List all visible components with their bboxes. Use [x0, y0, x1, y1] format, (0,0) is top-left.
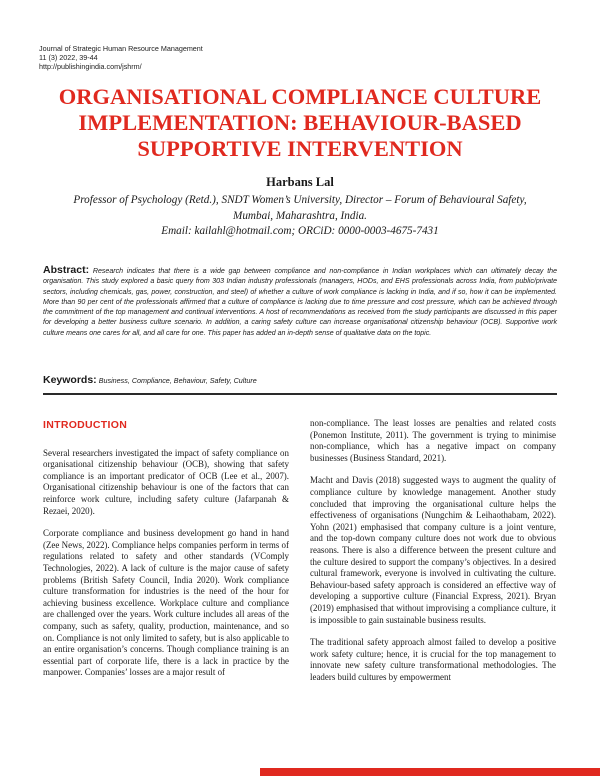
affiliation-line: Professor of Psychology (Retd.), SNDT Women’s University, Director – Forum of Behavioural Safety,: [73, 194, 527, 206]
abstract: [43, 265, 557, 339]
body-paragraph: Macht and Davis (2018) suggested ways to augment the quality of compliance culture by knowledge management. Another study concluded that improving the organisational culture helps the effectiveness of organisations (Nungchim & Leihaothabam, 2022). Yohn (2021) emphasised that company culture is a joint venture, and the top-down company culture does not work due to obvious reasons. There is also a difference between the present culture and the culture desired to support the company’s objectives. In a desired cultural framework, everyone is involved in cultivating the culture. Behaviour-based safety approach is considered an effective way of developing a supportive culture (Financial Express, 2021). Bryan (2019) emphasised that without improvising a compliance culture, it is impossible to gain sustainable business results.: [310, 475, 556, 625]
abstract-label: Abstract:: [43, 264, 90, 276]
abstract-text: Research indicates that there is a wide gap between compliance and non-compliance in Indian workplaces which can ultimately decay the organisation. This study explored a basic query from 303 Indian industry professionals (managers, HODs, and EHS professionals across India, from public/private sectors, including chemicals, gas, power, construction, and steel) of whether a culture of work compliance is lacking in India, and if so, how it can be implemented. More than 90 per cent of the professionals affirmed that a culture of compliance is lacking due to time pressure and cost pressure, which can be achieved through the commitment of the top management and continual interventions. A host of recommendations as received from the study participants are discussed in this paper for developing a better business culture scenario. In addition, a caring safety culture can increase organisational citizenship behaviour (OCB). Supportive work culture means one cares for all, and all care for one. This paper has added an in-depth sense of qualitative data on the topic.: [43, 268, 557, 337]
body-paragraph: Corporate compliance and business development go hand in hand (Zee News, 2022). Compliance helps companies perform in terms of regulations related to safety and other standards (VComply Technologies, 2022). A lack of culture is the major cause of safety problems (British Safety Council, India 2020). Work compliance culture transformation for industries is the need of the hour for achieving business excellence. Workplace culture and compliance are challenged over the years. Work culture includes all areas of the company, such as safety, quality, production, maintenance, and so on. Compliance is not only limited to safety, but is also applicable to an entire organisation’s concerns. Though compliance training is an essential part of corporate life, there is a lack in practice by the manpower. Companies’ losses are a major result of: [43, 528, 289, 678]
title-line: IMPLEMENTATION: BEHAVIOUR-BASED: [78, 110, 522, 135]
keywords-label: Keywords:: [43, 374, 97, 386]
journal-header: [39, 44, 203, 71]
journal-name: Journal of Strategic Human Resource Management: [39, 44, 203, 53]
section-divider: [43, 393, 557, 395]
left-column: [43, 420, 289, 690]
author-affiliation: [40, 193, 560, 240]
contact-line: Email: kailahl@hotmail.com; ORCiD: 0000-0003-4675-7431: [161, 225, 439, 237]
title-line: SUPPORTIVE INTERVENTION: [137, 136, 463, 161]
title-line: ORGANISATIONAL COMPLIANCE CULTURE: [58, 84, 542, 109]
right-column: [310, 418, 556, 694]
keywords-text: Business, Compliance, Behaviour, Safety, Culture: [98, 376, 257, 385]
journal-url[interactable]: http://publishingindia.com/jshrm/: [39, 62, 142, 71]
section-heading-introduction: INTRODUCTION: [43, 419, 128, 431]
footer-accent-bar: [260, 768, 600, 776]
body-paragraph: The traditional safety approach almost failed to develop a positive work safety culture; hence, it is crucial for the top management to innovate new safety culture transformational methodologies. The leaders build cultures by empowerment: [310, 637, 556, 682]
paper-title: [20, 84, 580, 162]
keywords: [43, 374, 257, 386]
body-paragraph: non-compliance. The least losses are penalties and related costs (Ponemon Institute, 2011). The government is trying to minimise non-compliance, which has a negative impact on company businesses (Business Standard, 2021).: [310, 418, 556, 463]
author-name: Harbans Lal: [266, 175, 334, 189]
body-paragraph: Several researchers investigated the impact of safety compliance on organisational citizenship behaviour (OCB), showing that safety compliance is an important predicator of OCB (Lee et al., 2007). Organisational citizenship behaviour is one of the factors that can reinforce work culture, including safety culture (Jafarpanah & Rezaei, 2020).: [43, 447, 289, 516]
journal-issue: 11 (3) 2022, 39-44: [39, 53, 98, 62]
affiliation-line: Mumbai, Maharashtra, India.: [233, 209, 367, 222]
